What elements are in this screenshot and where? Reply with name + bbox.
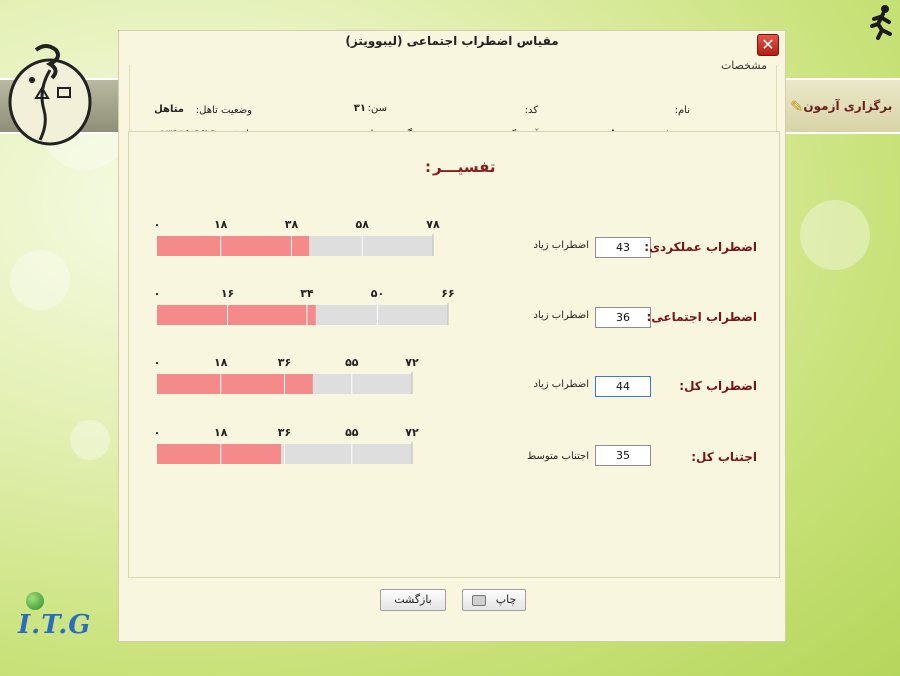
bar-fill: [157, 305, 316, 325]
tick-label: ۶۶: [441, 287, 455, 300]
score-field[interactable]: 43: [595, 237, 651, 258]
scale-chart-performance: [153, 212, 443, 260]
score-field[interactable]: 35: [595, 445, 651, 466]
score-field[interactable]: 44: [595, 376, 651, 397]
tick-label: ۱۸: [214, 426, 228, 439]
level-text: اجتناب متوسط: [526, 451, 589, 462]
scale-label: اضطراب عملکردی:: [644, 240, 757, 254]
printer-icon: [472, 595, 486, 606]
tick-label: ۵۸: [355, 218, 369, 231]
interpretation-panel: [128, 131, 780, 578]
interpretation-title-text: تفسیـــر: [433, 158, 496, 176]
level-text: اضطراب زیاد: [533, 310, 589, 321]
close-icon: ✕: [761, 35, 775, 54]
bar-chart-svg: [153, 212, 443, 260]
tick-label: ۳۸: [284, 218, 299, 231]
age-value: ۳۱: [353, 103, 366, 114]
itg-brand-logo: [18, 592, 94, 652]
name-label: نام:: [674, 105, 690, 116]
print-button-label: چاپ: [495, 593, 517, 606]
menu-item-label: برگزاری آزمون: [803, 99, 893, 113]
tick-label: ۷۲: [405, 426, 419, 439]
tick-label: ۵۰: [370, 287, 385, 300]
specs-section-label: مشخصات: [720, 59, 767, 72]
app-logo: [6, 40, 94, 148]
scale-label: اضطراب اجتماعی:: [646, 310, 757, 324]
scale-chart-total-anxiety: [153, 350, 422, 398]
tick-label: ۷۲: [405, 356, 419, 369]
close-button[interactable]: [757, 34, 779, 56]
bar-fill: [157, 444, 281, 464]
result-dialog: [118, 30, 786, 642]
marital-status-label: وضعیت تاهل:: [195, 105, 252, 116]
tick-label: ۰: [153, 218, 161, 231]
tick-label: ۱۸: [213, 218, 228, 231]
marital-status-value: متاهل: [154, 104, 184, 115]
dialog-title: مقیاس اضطراب اجتماعی (لیبوویتز): [345, 34, 559, 48]
tick-label: ۵۵: [345, 356, 359, 369]
bar-chart-svg: [153, 420, 422, 468]
bar-chart-svg: [153, 350, 422, 398]
back-button[interactable]: بازگشت: [380, 589, 446, 611]
background-bokeh: [10, 250, 70, 310]
code-label: کد:: [524, 105, 538, 116]
tick-label: ۳۶: [277, 426, 292, 439]
pencil-icon: ✎: [790, 96, 804, 116]
score-field[interactable]: 36: [595, 307, 651, 328]
print-button[interactable]: [462, 589, 526, 611]
tick-label: ۳۶: [277, 356, 292, 369]
level-text: اضطراب زیاد: [533, 379, 589, 390]
bar-fill: [157, 374, 313, 394]
interpretation-colon: :: [425, 158, 431, 176]
exit-runner-icon[interactable]: [868, 4, 894, 40]
tick-label: ۵۵: [345, 426, 359, 439]
tick-label: ۳۴: [300, 287, 314, 300]
tick-label: ۱۸: [214, 356, 228, 369]
tick-label: ۰: [153, 356, 161, 369]
scale-label: اجتناب کل:: [691, 450, 757, 464]
bar-chart-svg: [153, 281, 458, 329]
tick-label: ۱۶: [220, 287, 235, 300]
bar-fill: [157, 236, 309, 256]
age-label: سن:: [367, 103, 387, 114]
tick-label: ۰: [153, 426, 161, 439]
tick-label: ۷۸: [426, 218, 440, 231]
level-text: اضطراب زیاد: [533, 240, 589, 251]
brand-text: I.T.G: [18, 610, 92, 640]
interpretation-title: [425, 158, 496, 176]
background-bokeh: [800, 200, 870, 270]
scale-chart-total-avoidance: [153, 420, 422, 468]
globe-icon: [26, 592, 44, 610]
scale-label: اضطراب کل:: [679, 379, 757, 393]
tick-label: ۰: [153, 287, 161, 300]
background-bokeh: [70, 420, 110, 460]
scale-chart-social: [153, 281, 458, 329]
menu-item-hold-exam[interactable]: [786, 78, 900, 134]
